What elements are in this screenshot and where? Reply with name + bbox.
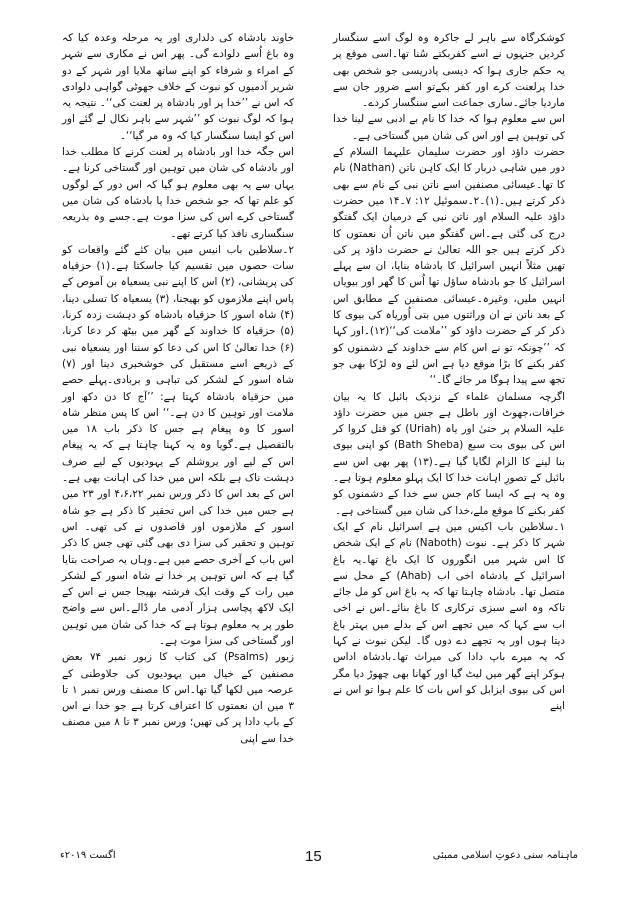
text-column-left <box>62 30 294 747</box>
magazine-name: ماہنامہ سنی دعوتِ اسلامی ممبئی <box>432 850 578 861</box>
paragraph: اس جگہ خدا اور بادشاہ پر لعنت کرنے کا مطلب خدا اور بادشاہ کی شان میں توہین اور گستاخی کرنا ہے۔یہاں سے یہ بھی معلوم ہو گیا کہ اس دور کے لوگوں کو علم تھا کہ جو شخص خدا یا بادشاہ کی شان میں گستاخی کرے اس کی سزا موت ہے۔جسے وہ بذریعہ سنگساری نافذ کیا کرتے تھے۔ <box>62 146 294 240</box>
issue-date: اگست ۲۰۱۹ء <box>60 850 116 861</box>
paragraph: زبور (Psalms) کی کتاب کا زبور نمبر ۷۴ بعض مصنفین کے خیال میں یہودیوں کی جلاوطنی کے عرصہ میں لکھا گیا تھا۔اس کا مصنف ورس نمبر ۱ تا ۳ میں ان نعمتوں کا اعتراف کرتا ہے جو خدا نے اس کے باپ دادا پر کی تھیں؛ ورس نمبر ۳ تا ۸ میں مصنف خدا سے اپنی <box>62 651 294 745</box>
paragraph: ۲۔سلاطین باب انیس میں بیان کئے گئے واقعات کو سات حصوں میں تقسیم کیا جاسکتا ہے۔(۱) حزقیاہ کی پریشانی، (۲) اس کا اپنے نبی یسعیاہ بن آموص کے پاس اپنے ملازموں کو بھیجنا، (۳) یسعیاہ کا تسلی دینا، (۴) شاہ اسور کا حزقیاہ بادشاہ کو دہشت زدہ کرنا، (۵) حزقیاہ کا خداوند کے گھر میں بیٹھ کر دعا کرنا، (۶) خدا تعالیٰ کا اس کی دعا کو سننا اور یسعیاہ نبی کے ذریعے اسے مستقبل کی خوشخبری دینا اور (۷) شاہ اسور کے لشکر کی تباہی و بربادی۔پہلے حصے میں حزقیاہ بادشاہ کہتا ہے: ’’آج کا دن دکھ اور ملامت اور توہین کا دن ہے۔‘‘ اس کا پس منظر شاہ اسور کا وہ پیغام ہے جس کا ذکر باب ۱۸ میں بالتفصیل ہے۔گویا وہ یہ کہنا چاہتا ہے کہ یہ پیغام اس کے لیے اور یروشلم کے یہودیوں کے لیے صرف دہشت ناک ہے بلکہ اس میں خدا کی اہانت بھی ہے۔اس کے بعد اس کا ذکر ورس نمبر ۴،۶،۲۲ اور ۲۳ میں ہے جس میں خدا کی اس تحقیر کا ذکر ہے جو شاہ اسور کے ملازموں اور قاصدوں نے کی تھی۔ اس توہین و تحقیر کی سزا دی بھی گئی تھی جس کا ذکر اس باب کے آخری حصے میں ہے۔وہاں یہ صراحت بتایا گیا ہے کہ اس توہین پر خدا نے شاہ اسور کے لشکر میں رات کے وقت ایک فرشتہ بھیجا جس نے اس کے ایک لاکھ پچاسی ہزار آدمی مار ڈالے۔اس سے واضح طور پر یہ معلوم ہوتا ہے کہ خدا کی شان میں توہین اور گستاخی کی سزا موت ہے۔ <box>62 243 295 647</box>
paragraph: حضرت داؤد اور حضرت سلیمان علیہما السلام کے دور میں شاہی دربار کا ایک کاہن ناتن (Nathan) نام کا تھا۔عیسائی مصنفین اسے ناتن نبی کے نام سے بھی ذکر کرتے ہیں۔(۱)۔۲۔سموئیل ۱۲: ۷۔۱۴ میں حضرت داؤد علیہ السلام اور ناتن نبی کے درمیان ایک گفتگو درج کی گئی ہے۔اس گفتگو میں ناتن اُن نعمتوں کا ذکر کرتے ہیں جو اللہ تعالیٰ نے حضرت داؤد پر کی تھیں مثلاً انہیں اسرائیل کا بادشاہ بنایا، ان سے پہلے اسرائیل کا جو بادشاہ ساؤل تھا اُس کا گھر اور بیویاں انہیں ملیں، وغیرہ۔عیسائی مصنفین کے مطابق اس کے بعد ناتن نے ان وراثتوں میں بتی اُوریاہ کی بیوی کا ذکر کر کے حضرت داؤد کو ’’ملامت کی‘‘(۱۲)۔اور کہا کہ ’’چونکہ تو نے اس کام سے خداوند کے دشمنوں کو کفر بکنے کا بڑا موقع دیا ہے اس لئے وہ لڑکا بھی جو تجھ سے پیدا ہوگا مر جائے گا۔‘‘ <box>333 146 565 387</box>
page-number: 15 <box>305 848 322 865</box>
paragraph: اگرچہ مسلمان علماء کے نزدیک بائبل کا یہ بیان خرافات،جھوٹ اور باطل ہے جس میں حضرت داؤد علیہ السلام پر حتیٰ اور یاہ (Uriah) کو قتل کروا کر اس کی بیوی بت سبع (Bath Sheba) کو اپنی بیوی بنا لینے کا الزام لگایا گیا ہے۔(۱۳) پھر بھی اس سے بائبل کے تصورِ اہانت خدا کا ایک پہلو معلوم ہوتا ہے۔وہ یہ ہے کہ ایسا کام جس سے خدا کے دشمنوں کو کفر بکنے کا موقع ملے،خدا کی شان میں گستاخی ہے۔ <box>333 390 566 517</box>
page-footer <box>60 848 578 868</box>
paragraph: ۱۔سلاطین باب اکیس میں ہے اسرائیل نام کے ایک شہر کا ذکر ہے۔ نبوت (Naboth) نام کے ایک شخص کا اس شہر میں انگوروں کا ایک باغ تھا۔یہ باغ اسرائیل کے بادشاہ اخی اب (Ahab) کے محل سے متصل تھا۔ بادشاہ چاہتا تھا کہ یہ باغ اس کو مل جائے تاکہ وہ اسے سبزی ترکاری کا باغ بنائے۔اس نے اخی اب سے کہا کہ میں تجھے اس کے بدلے میں بہتر باغ دیتا ہوں اور یہ تجھے دے دوں گا۔ لیکن نبوت نے کہا کہ یہ میرے باپ دادا کی میراث تھا۔بادشاہ اداس ہوکر اپنے گھر میں لیٹ گیا اور کھانا بھی چھوڑ دیا مگر اس کی بیوی ایزابل کو اس بات کا علم ہوا تو اس نے اپنے <box>333 520 566 713</box>
text-column-right <box>333 30 565 714</box>
paragraph: اس سے معلوم ہوا کہ خدا کا نام بے ادبی سے لینا خدا کی توہین ہے اور اس کی شان میں گستاخی ہے۔ <box>333 113 565 142</box>
paragraph: خاوند بادشاہ کی دلداری اور یہ مرحلہ وعدہ کیا کہ وہ باغ اُسے دلوادے گی۔ پھر اس نے مکاری سے شہر کے امراء و شرفاء کو اپنے ساتھ ملایا اور شہر کے دو شریر آدمیوں کو نبوت کے خلاف جھوٹی گواہی دلوادی کہ اس نے ’’خدا پر اور بادشاہ پر لعنت کی‘‘۔ نتیجہ یہ ہوا کہ لوگ نبوت کو ’’شہر سے باہر نکال لے گئے اور اس کو ایسا سنگسار کیا کہ وہ مر گیا‘‘۔ <box>62 32 294 142</box>
paragraph: کوشکرگاہ سے باہر لے جاکرہ وہ لوگ اسے سنگسار کردیں جنہوں نے اسے کفربکتے سُنا تھا۔اسی موقع پر یہ حکم جاری ہوا کہ دیسی پادریسی جو شخص بھی خدا پرلعنت کرے اور کفر بکےتو اسے ضرور جان سے ماردیا جائے۔ساری جماعت اسے سنگسار کردے۔ <box>333 32 565 110</box>
